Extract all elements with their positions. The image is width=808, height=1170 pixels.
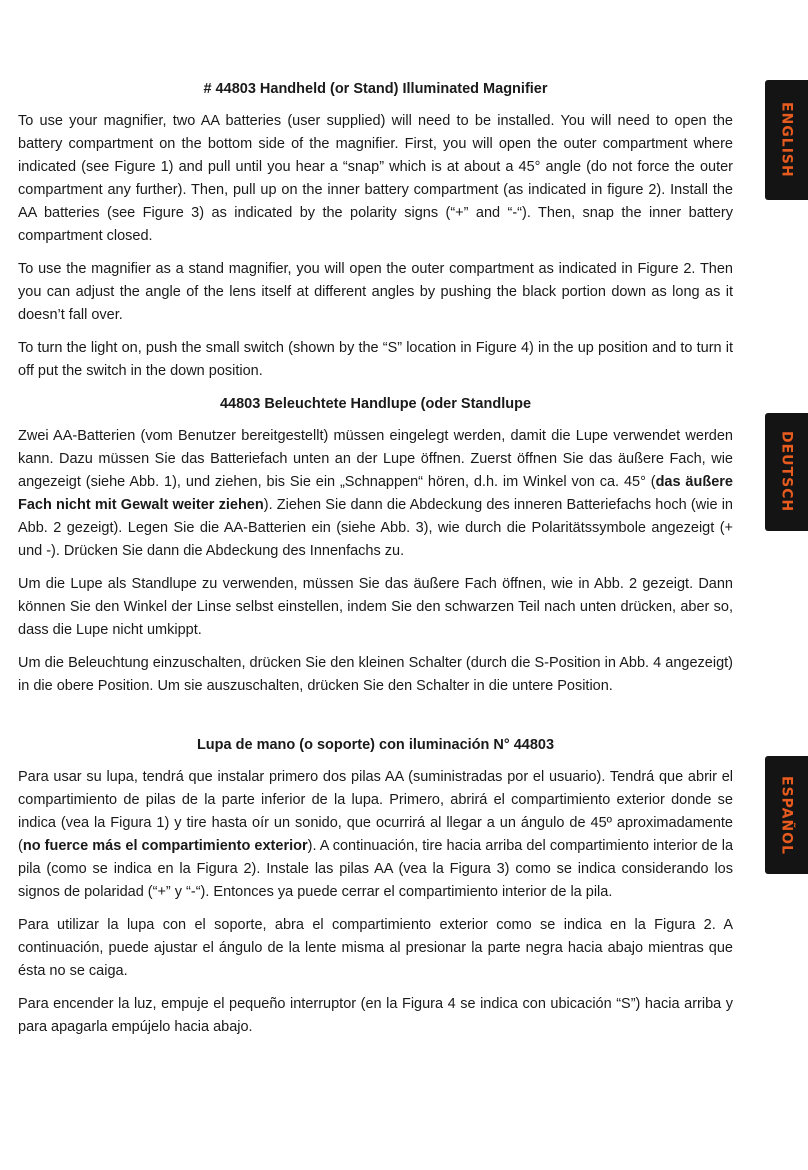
paragraph-espanol-1-part-a: Para usar su lupa, tendrá que instalar primero dos pilas AA (suministradas por el usuario). Tendrá que abrir el compartimiento de pilas de la parte inferior de la lupa. Primero, abrirá el compartimiento exterior donde se indica (vea la Figura 1) y tire hasta oír un sonido, que ocurrirá al llegar a un ángulo de 45º aproximadamente ( (18, 769, 733, 854)
section-title-deutsch: 44803 Beleuchtete Handlupe (oder Standlupe (219, 396, 532, 412)
language-tab-english (765, 80, 808, 200)
paragraph-deutsch-1-part-b: ). Ziehen Sie dann die Abdeckung des inneren Batteriefachs hoch (wie in Abb. 2 gezeigt). Legen Sie die AA-Batterien ein (siehe Abb. 3), wie durch die Polaritätssymbole angezeigt (+ und -). Drücken Sie dann die Abdeckung des Innenfachs zu. (18, 497, 733, 559)
section-english (18, 78, 733, 383)
language-tab-espanol (765, 756, 808, 874)
paragraph-deutsch-1-bold: das äußere Fach nicht mit Gewalt weiter ziehen (18, 474, 733, 513)
paragraph-deutsch-1 (18, 425, 733, 563)
language-tab-deutsch (765, 413, 808, 531)
paragraph-espanol-1 (18, 766, 733, 904)
paragraph-english-2: To use the magnifier as a stand magnifier, you will open the outer compartment as indicated in Figure 2. Then you can adjust the angle of the lens itself at different angles by pushing the black portion down as long as it doesn’t fall over. (18, 261, 733, 323)
language-tab-english-label: ENGLISH (778, 102, 795, 178)
paragraph-deutsch-2: Um die Lupe als Standlupe zu verwenden, müssen Sie das äußere Fach öffnen, wie in Abb. 2 gezeigt. Dann können Sie den Winkel der Linse selbst einstellen, indem Sie den schwarzen Teil nach unten drücken, aber so, dass die Lupe nicht umkippt. (18, 576, 733, 638)
section-title-english: # 44803 Handheld (or Stand) Illuminated Magnifier (203, 81, 548, 97)
language-tab-espanol-label: ESPAÑOL (778, 775, 795, 855)
section-title-espanol: Lupa de mano (o soporte) con iluminación N° 44803 (196, 737, 555, 753)
paragraph-espanol-3: Para encender la luz, empuje el pequeño interruptor (en la Figura 4 se indica con ubicación “S”) hacia arriba y para apagarla empújelo hacia abajo. (18, 996, 733, 1035)
paragraph-english-3: To turn the light on, push the small switch (shown by the “S” location in Figure 4) in the up position and to turn it off put the switch in the down position. (18, 340, 733, 379)
language-tab-deutsch-label: DEUTSCH (778, 431, 795, 513)
section-espanol (18, 734, 733, 1039)
paragraph-english-1: To use your magnifier, two AA batteries (user supplied) will need to be installed. You will need to open the battery compartment on the bottom side of the magnifier. First, you will open the outer compartment where indicated (see Figure 1) and pull until you hear a “snap” which is at about a 45° angle (do not force the outer compartment any further). Then, pull up on the inner battery compartment (as indicated in figure 2). Install the AA batteries (see Figure 3) as indicated by the polarity signs (“+” and “-“). Then, snap the inner battery compartment closed. (18, 113, 733, 244)
paragraph-espanol-2: Para utilizar la lupa con el soporte, abra el compartimiento exterior como se indica en la Figura 2. A continuación, puede ajustar el ángulo de la lente misma al presionar la parte negra hacia abajo mientras que ésta no se caiga. (18, 917, 733, 979)
document-page (18, 78, 733, 1049)
paragraph-espanol-1-part-b: ). A continuación, tire hacia arriba del compartimiento interior de la pila (como se indica en la Figura 2). Instale las pilas AA (vea la Figura 3) como se indica considerando los signos de polaridad (“+” y “-“). Entonces ya puede cerrar el compartimiento interior de la pila. (18, 838, 734, 900)
paragraph-deutsch-3: Um die Beleuchtung einzuschalten, drücken Sie den kleinen Schalter (durch die S-Position in Abb. 4 angezeigt) in die obere Position. Um sie auszuschalten, drücken Sie den Schalter in die untere Position. (18, 655, 733, 694)
section-deutsch (18, 393, 733, 698)
paragraph-deutsch-1-part-a: Zwei AA-Batterien (vom Benutzer bereitgestellt) müssen eingelegt werden, damit die Lupe verwendet werden kann. Dazu müssen Sie das Batteriefach unten an der Lupe öffnen. Zuerst öffnen Sie das äußere Fach, wie angezeigt (siehe Abb. 1), und ziehen, bis Sie ein „Schnappen“ hören, d.h. im Winkel von ca. 45° ( (18, 428, 733, 490)
paragraph-espanol-1-bold: no fuerce más el compartimiento exterior (22, 838, 308, 854)
